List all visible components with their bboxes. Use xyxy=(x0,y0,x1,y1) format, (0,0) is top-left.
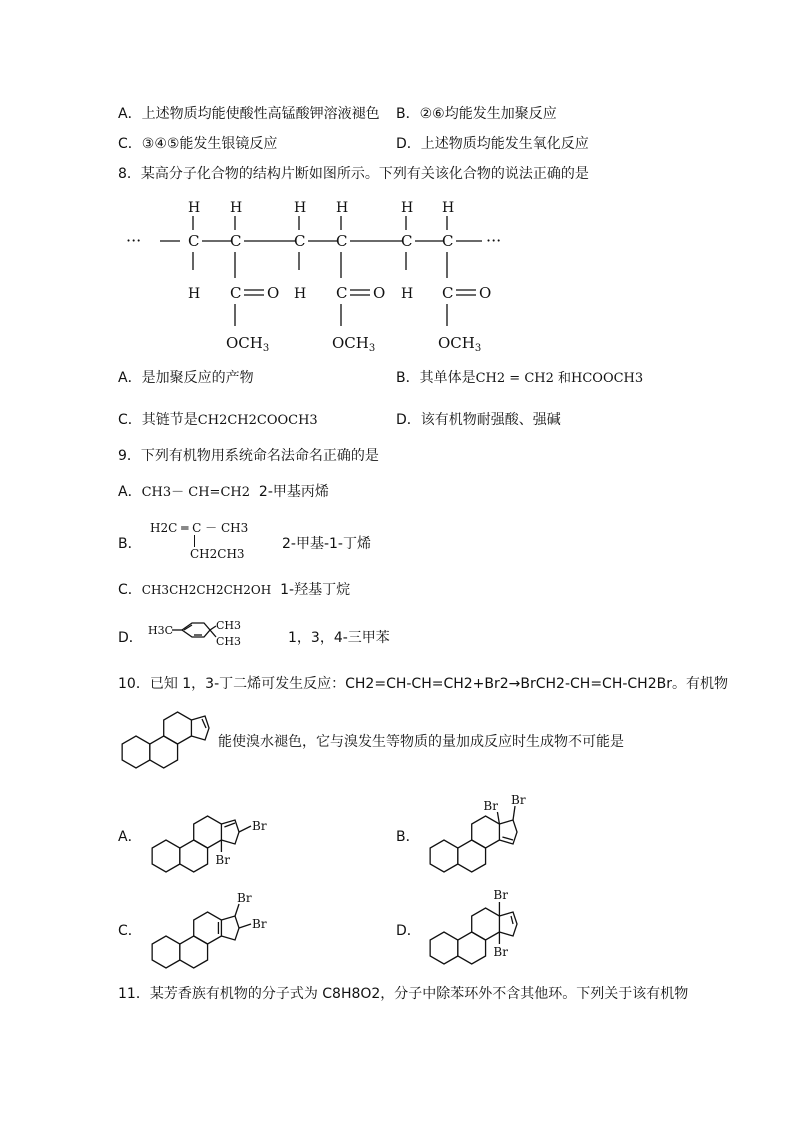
ring xyxy=(194,912,222,944)
q7-option-d-text: D．上述物质均能发生氧化反应 xyxy=(396,136,589,152)
bromine-atom: Br xyxy=(511,793,526,807)
q10-option-a-structure xyxy=(146,800,306,890)
ester-carbon: C xyxy=(230,284,242,302)
five-membered-ring xyxy=(221,820,239,844)
q9-option-a-formula: CH3－ CH=CH2 xyxy=(141,485,250,500)
carbonyl-oxygen: O xyxy=(479,284,492,302)
hydrogen-atom: H xyxy=(294,200,307,216)
bond-to-br xyxy=(235,904,239,916)
carbonyl-oxygen: O xyxy=(373,284,386,302)
bromine-atom: Br xyxy=(215,853,230,867)
ring xyxy=(152,840,180,872)
q9-option-a-label: A． xyxy=(118,484,142,500)
bromine-atom: Br xyxy=(252,819,267,833)
q8-option-c-prefix: C．其链节是 xyxy=(118,412,198,428)
q10-option-d-label: D． xyxy=(396,923,421,939)
q8-option-b-prefix: B．其单体是 xyxy=(396,370,476,386)
q7-option-b xyxy=(396,104,557,124)
q7-option-a xyxy=(118,104,380,124)
bromine-atom: Br xyxy=(483,799,498,813)
carbon-atom: C xyxy=(294,232,306,250)
q10-option-b-structure xyxy=(424,790,584,886)
q9-option-b-branch-line xyxy=(194,535,195,547)
q10-option-c-structure xyxy=(146,886,306,982)
q7-option-c xyxy=(118,134,277,154)
hydrogen-atom: H xyxy=(401,286,414,302)
q10-stem-continued-text: 能使溴水褪色，它与溴发生等物质的量加成反应时生成物不可能是 xyxy=(218,734,624,750)
q9-d-left-methyl: H3C xyxy=(148,624,174,637)
carbon-atom: C xyxy=(401,232,413,250)
q7-option-d xyxy=(396,134,589,154)
q11-stem xyxy=(118,984,688,1004)
hydrogen-atom: H xyxy=(188,200,201,216)
q9-option-d-name xyxy=(288,628,390,648)
q9-option-c-name: 1-羟基丁烷 xyxy=(280,582,351,598)
q10-steroid-structure xyxy=(118,696,228,776)
ring xyxy=(458,840,486,872)
ring xyxy=(430,840,458,872)
q10-option-c-label: C． xyxy=(118,923,142,939)
q8-option-a-text: A．是加聚反应的产物 xyxy=(118,370,254,386)
q8-option-c-formula: CH2CH2COOCH3 xyxy=(197,413,318,428)
q8-option-d xyxy=(396,410,561,430)
q7-option-c-text: C．③④⑤能发生银镜反应 xyxy=(118,136,278,152)
q10-option-b-label: B． xyxy=(396,829,420,845)
double-bond xyxy=(202,719,206,728)
bromine-atom: Br xyxy=(252,917,267,931)
methoxy-group: $OCH_3$ xyxy=(226,334,270,354)
ring xyxy=(180,840,208,872)
bromine-atom: Br xyxy=(493,888,508,902)
ring xyxy=(150,736,178,768)
q10-stem-continued xyxy=(218,732,624,752)
q8-option-b xyxy=(396,368,643,389)
q8-polymer-structure xyxy=(0,190,794,360)
carbonyl-oxygen: O xyxy=(267,284,280,302)
q9-option-b-label: B． xyxy=(118,536,142,552)
polymer-right-ellipsis: ··· xyxy=(486,231,502,250)
q7-option-a-text: A．上述物质均能使酸性高锰酸钾溶液褪色 xyxy=(118,106,380,122)
carbon-atom: C xyxy=(336,232,348,250)
double-bond xyxy=(511,916,513,924)
q9-d-right-methyl-top: CH3 xyxy=(216,619,242,632)
bond-to-br xyxy=(513,806,515,820)
q10-stem-text: 10．已知 1，3-丁二烯可发生反应：CH2=CH-CH=CH2+Br2→BrCH2-CH=CH-CH2Br。有机物 xyxy=(118,676,728,692)
ring xyxy=(164,712,192,744)
q8-option-b-formula: CH2 = CH2 和HCOOCH3 xyxy=(475,371,644,386)
carbon-atom: C xyxy=(442,232,454,250)
q9-stem xyxy=(118,446,379,466)
methoxy-group: $OCH_3$ xyxy=(438,334,482,354)
q9-option-a-name: 2-甲基丙烯 xyxy=(258,484,329,500)
q10-stem xyxy=(118,674,728,694)
bromine-atom: Br xyxy=(493,945,508,959)
q10-option-a-label: A． xyxy=(118,829,142,845)
q9-option-b-label-row xyxy=(118,534,142,554)
q8-option-a xyxy=(118,368,254,388)
q11-stem-text: 11．某芳香族有机物的分子式为 C8H8O2，分子中除苯环外不含其他环。下列关于该有机物 xyxy=(118,986,689,1002)
q9-option-d-name-text: 1，3，4-三甲苯 xyxy=(288,630,390,646)
q9-option-b-formula xyxy=(150,519,249,561)
five-membered-ring xyxy=(191,716,209,740)
five-membered-ring xyxy=(499,912,517,936)
ring xyxy=(194,816,222,848)
hydrogen-atom: H xyxy=(188,286,201,302)
double-bond xyxy=(224,823,235,827)
ring xyxy=(472,908,500,940)
q8-stem-text: 8．某高分子化合物的结构片断如图所示。下列有关该化合物的说法正确的是 xyxy=(118,166,589,182)
carbon-atom: C xyxy=(188,232,200,250)
ring xyxy=(152,936,180,968)
q9-option-c-label: C． xyxy=(118,582,142,598)
methoxy-group: $OCH_3$ xyxy=(332,334,376,354)
q9-option-b-name xyxy=(282,534,371,554)
ester-carbon: C xyxy=(336,284,348,302)
ring xyxy=(430,932,458,964)
five-membered-ring xyxy=(221,916,239,940)
ring xyxy=(458,932,486,964)
q8-option-c xyxy=(118,410,318,431)
q9-d-right-methyl-bottom: CH3 xyxy=(216,635,242,648)
q10-option-d-structure xyxy=(424,882,584,982)
q8-stem xyxy=(118,164,589,184)
q9-stem-text: 9．下列有机物用系统命名法命名正确的是 xyxy=(118,448,379,464)
q7-option-b-text: B．②⑥均能发生加聚反应 xyxy=(396,106,557,122)
five-membered-ring xyxy=(499,820,517,844)
q9-option-a xyxy=(118,482,329,503)
q9-option-d-label-row xyxy=(118,628,143,648)
bromine-atom: Br xyxy=(237,891,252,905)
q9-option-c xyxy=(118,580,350,600)
q8-option-d-text: D．该有机物耐强酸、强碱 xyxy=(396,412,561,428)
carbon-atom: C xyxy=(230,232,242,250)
bond-to-br xyxy=(497,812,499,824)
hydrogen-atom: H xyxy=(294,286,307,302)
q9-option-d-label: D． xyxy=(118,630,143,646)
ring xyxy=(122,736,150,768)
ring xyxy=(472,816,500,848)
double-bond xyxy=(502,837,513,840)
hydrogen-atom: H xyxy=(442,200,455,216)
q9-option-c-formula: CH3CH2CH2CH2OH xyxy=(141,583,272,597)
q9-option-b-formula-top: H2C ═ C － CH3 xyxy=(150,521,249,535)
q9-option-b-formula-bottom: CH2CH3 xyxy=(190,547,245,561)
ester-carbon: C xyxy=(442,284,454,302)
q9-option-b-name-text: 2-甲基-1-丁烯 xyxy=(282,536,371,552)
bond-to-br xyxy=(239,924,251,928)
q9-option-d-structure xyxy=(146,617,276,657)
hydrogen-atom: H xyxy=(401,200,414,216)
bond-to-br xyxy=(239,826,251,832)
polymer-left-ellipsis: ··· xyxy=(126,231,142,250)
ring xyxy=(180,936,208,968)
hydrogen-atom: H xyxy=(336,200,349,216)
hydrogen-atom: H xyxy=(230,200,243,216)
